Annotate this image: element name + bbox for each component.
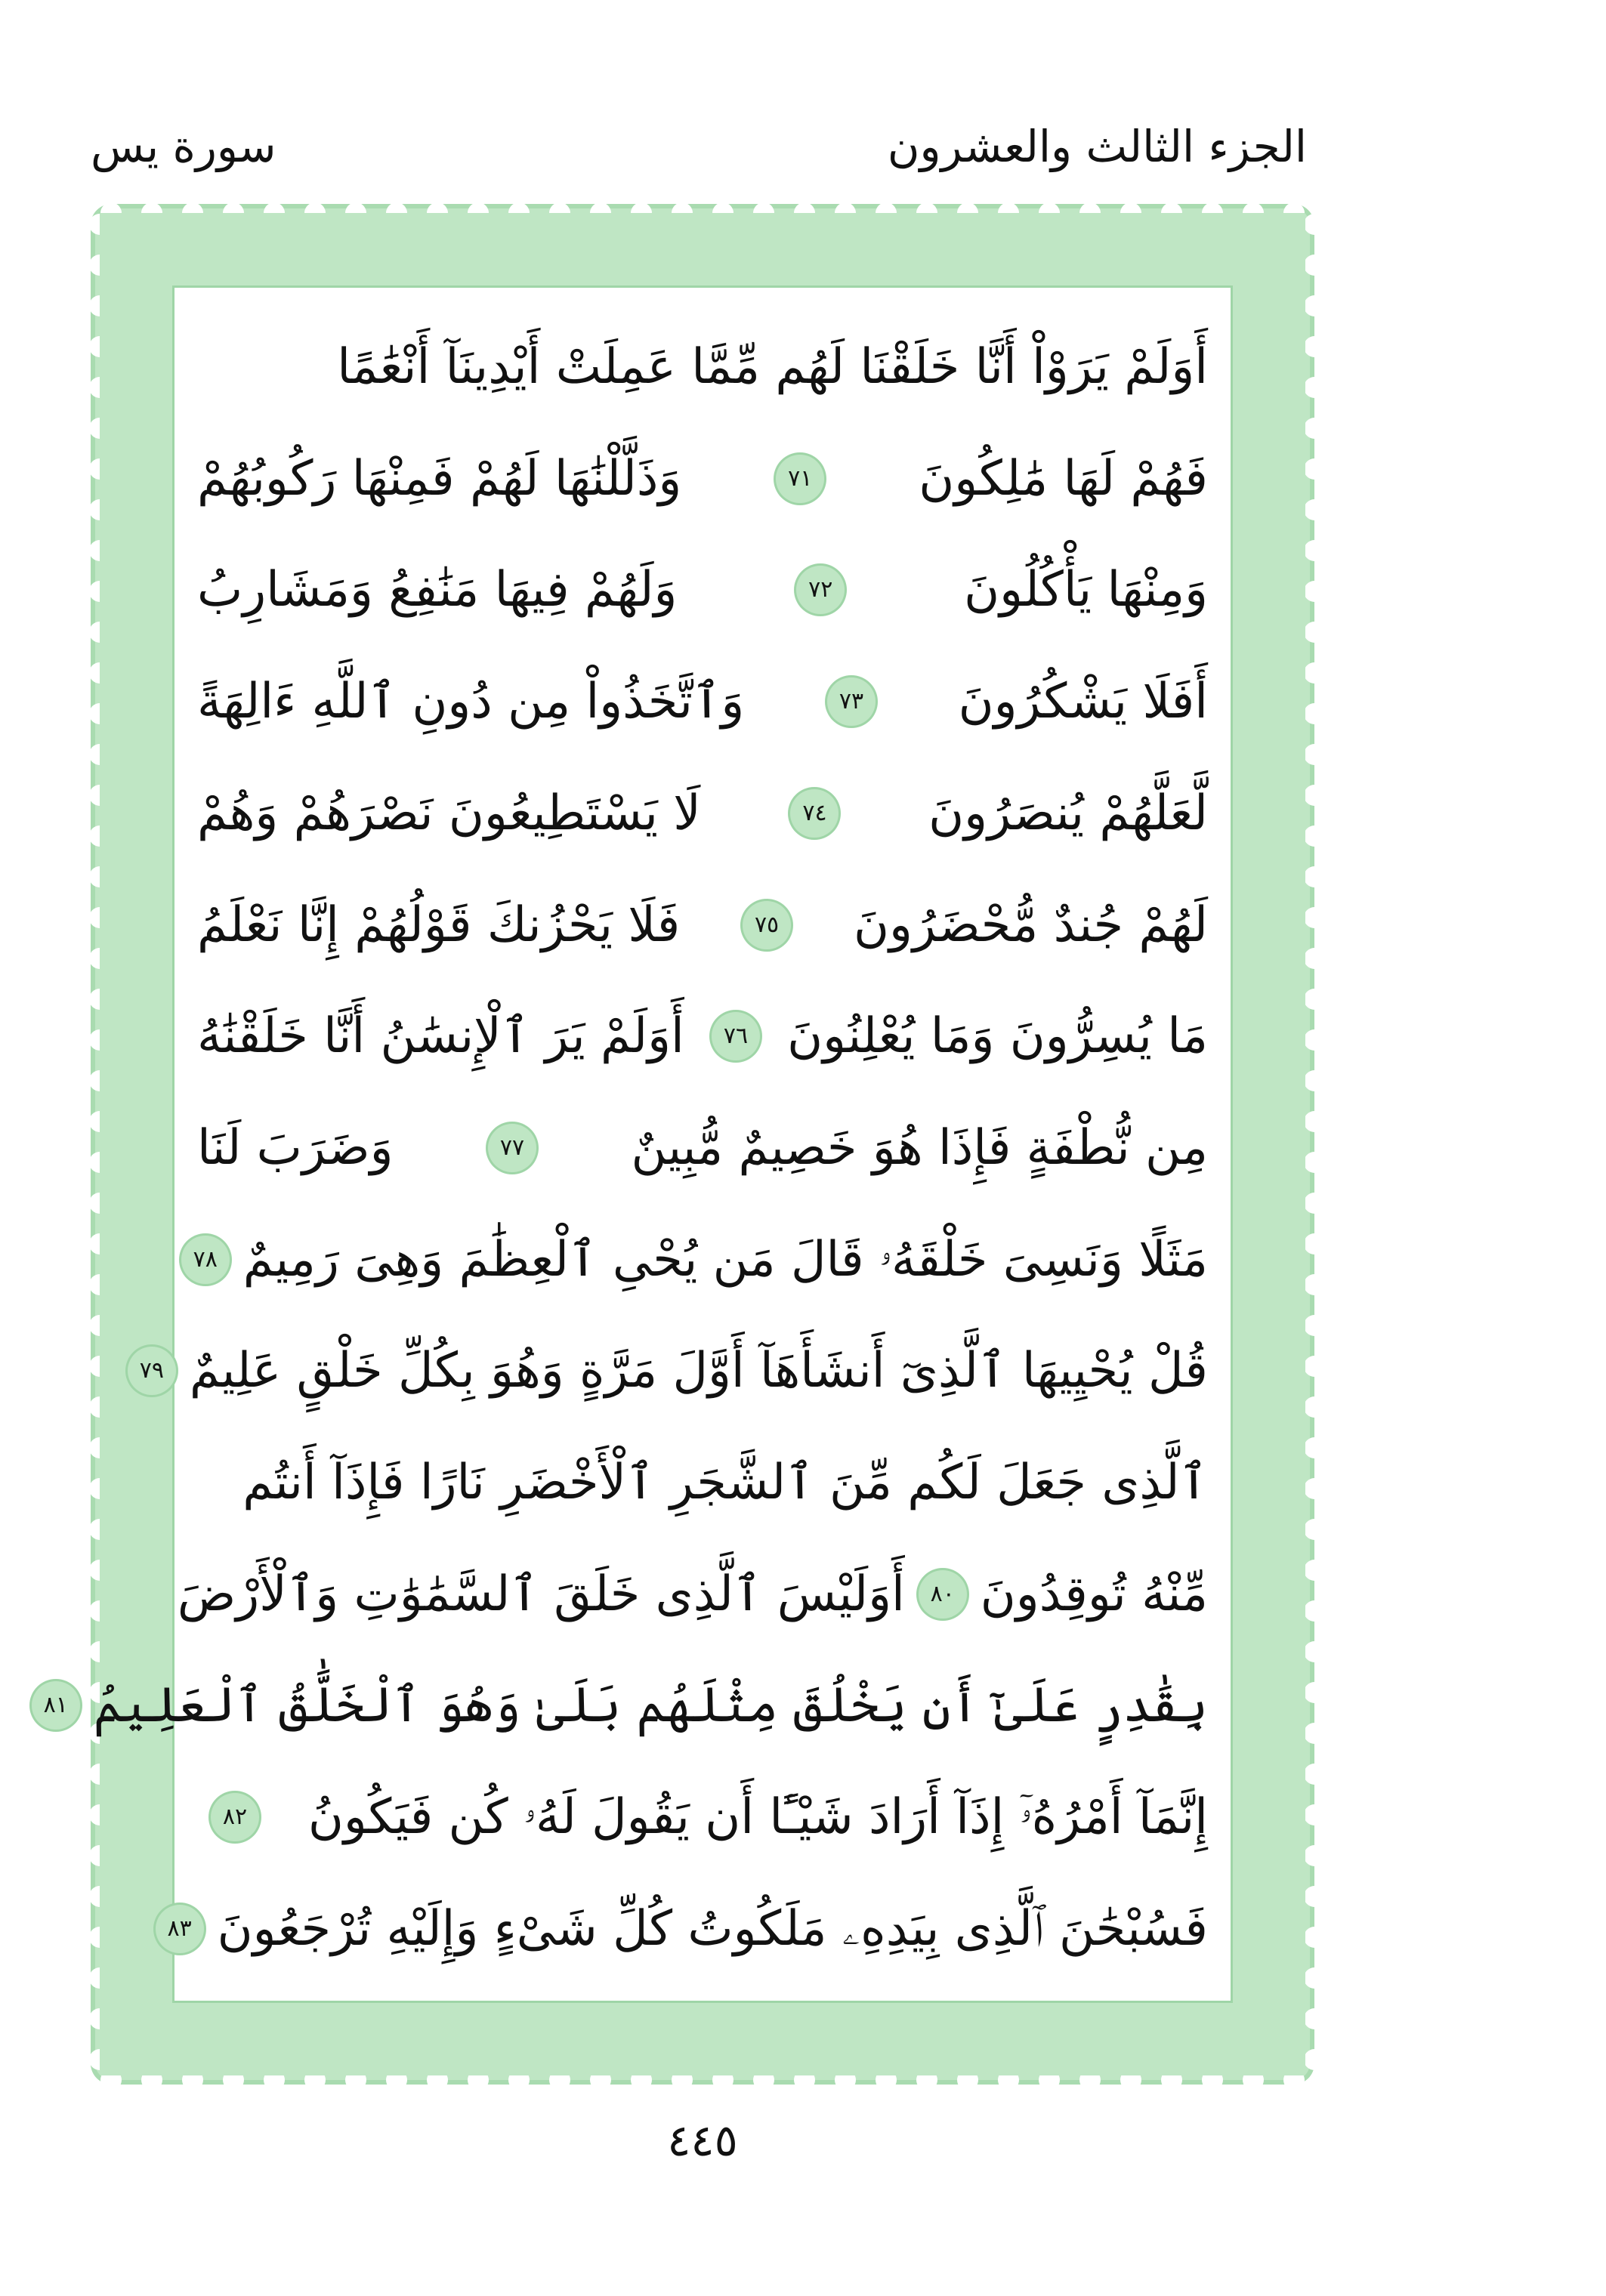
verse-text: وَضَرَبَ لَنَا [197,1119,394,1176]
verse-line [197,987,1208,1085]
surah-title: سورة يس [91,121,276,172]
verse-lines [43,318,1208,1978]
verse-text: إِنَّمَآ أَمْرُهُۥٓ إِذَآ أَرَادَ شَيْـًٔا أَن يَقُولَ لَهُۥ كُن فَيَكُونُ [307,1789,1208,1846]
text-panel [43,285,1233,2003]
verse-line [197,318,1208,416]
ayah-number-marker: ٧٧ [488,1124,536,1172]
verse-line [197,1099,1208,1197]
verse-line [197,430,1208,528]
ayah-number-marker: ٨١ [32,1681,80,1730]
verse-text: وَلَهُمْ فِيهَا مَنَٰفِعُ وَمَشَارِبُ [197,562,678,619]
verse-line [197,876,1208,974]
ayah-number-marker: ٧٣ [827,677,876,726]
verse-text: فَسُبْحَٰنَ ٱلَّذِى بِيَدِهِۦ مَلَكُوتُ كُلِّ شَىْءٍ وَإِلَيْهِ تُرْجَعُونَ [217,1900,1208,1957]
juz-title: الجزء الثالث والعشرون [887,121,1307,172]
verse-text: بِقَٰدِرٍ عَلَىٰٓ أَن يَخْلُقَ مِثْلَهُم بَلَىٰ وَهُوَ ٱلْخَلَّٰقُ ٱلْعَلِيمُ [93,1677,1208,1734]
verse-text: وَمِنْهَا يَأْكُلُونَ [964,562,1208,619]
page-header [91,121,1307,189]
verse-line [197,1433,1208,1532]
verse-text: قُلْ يُحْيِيهَا ٱلَّذِىٓ أَنشَأَهَآ أَوَّلَ مَرَّةٍ وَهُوَ بِكُلِّ خَلْقٍ عَلِيمٌ [189,1343,1208,1400]
verse-line [139,1322,1208,1420]
ayah-number-marker: ٧٩ [128,1347,176,1395]
verse-text: مِن نُّطْفَةٍ فَإِذَا هُوَ خَصِيمٌ مُّبِينٌ [631,1119,1208,1176]
verse-text: أَوَلَمْ يَرَ ٱلْإِنسَٰنُ أَنَّا خَلَقْنَٰهُ [197,1008,684,1065]
ayah-number-marker: ٧٥ [743,901,791,949]
verse-text: وَٱتَّخَذُواْ مِن دُونِ ٱللَّهِ ءَالِهَةً [197,674,745,730]
ayah-number-marker: ٨٢ [211,1793,259,1841]
verse-line [43,1656,1208,1754]
verse-text: لَا يَسْتَطِيعُونَ نَصْرَهُمْ وَهُمْ [197,785,701,841]
verse-text: مِّنْهُ تُوقِدُونَ [980,1566,1208,1622]
verse-text: لَّعَلَّهُمْ يُنصَرُونَ [928,785,1208,841]
verse-text: فَلَا يَحْزُنكَ قَوْلُهُمْ إِنَّا نَعْلَمُ [197,896,681,953]
page-number: ٤٤٥ [667,2115,738,2166]
verse-text: أَفَلَا يَشْكُرُونَ [958,674,1208,730]
verse-text: أَوَلَيْسَ ٱلَّذِى خَلَقَ ٱلسَّمَٰوَٰتِ وَٱلْأَرْضَ [177,1566,905,1622]
verse-text: أَوَلَمْ يَرَوْاْ أَنَّا خَلَقْنَا لَهُم مِّمَّا عَمِلَتْ أَيْدِينَآ أَنْعَٰمًا [337,339,1208,395]
verse-text: مَا يُسِرُّونَ وَمَا يُعْلِنُونَ [787,1008,1208,1065]
verse-line [197,764,1208,863]
ayah-number-marker: ٧١ [776,455,824,503]
verse-text: لَهُمْ جُندٌ مُّحْضَرُونَ [853,896,1208,953]
ayah-number-marker: ٨٠ [919,1570,967,1619]
verse-line [197,653,1208,751]
verse-line [197,541,1208,639]
verse-line [177,1545,1208,1643]
page-frame [43,204,1314,2085]
ayah-number-marker: ٧٦ [712,1012,760,1060]
ayah-number-marker: ٨٣ [156,1905,204,1953]
ayah-number-marker: ٧٢ [796,566,845,614]
verse-text: فَهُمْ لَهَا مَٰلِكُونَ [919,450,1208,507]
verse-text: ٱلَّذِى جَعَلَ لَكُم مِّنَ ٱلشَّجَرِ ٱلْأَخْضَرِ نَارًا فَإِذَآ أَنتُم [242,1455,1208,1511]
ayah-number-marker: ٧٤ [790,789,839,838]
verse-text: مَثَلًا وَنَسِىَ خَلْقَهُۥ قَالَ مَن يُحْىِ ٱلْعِظَٰمَ وَهِىَ رَمِيمٌ [242,1231,1208,1288]
verse-line [193,1211,1208,1309]
verse-line [197,1768,1208,1866]
verse-text: وَذَلَّلْنَٰهَا لَهُمْ فَمِنْهَا رَكُوبُهُمْ [197,450,682,507]
ayah-number-marker: ٧٨ [181,1236,230,1284]
verse-line [167,1880,1208,1978]
